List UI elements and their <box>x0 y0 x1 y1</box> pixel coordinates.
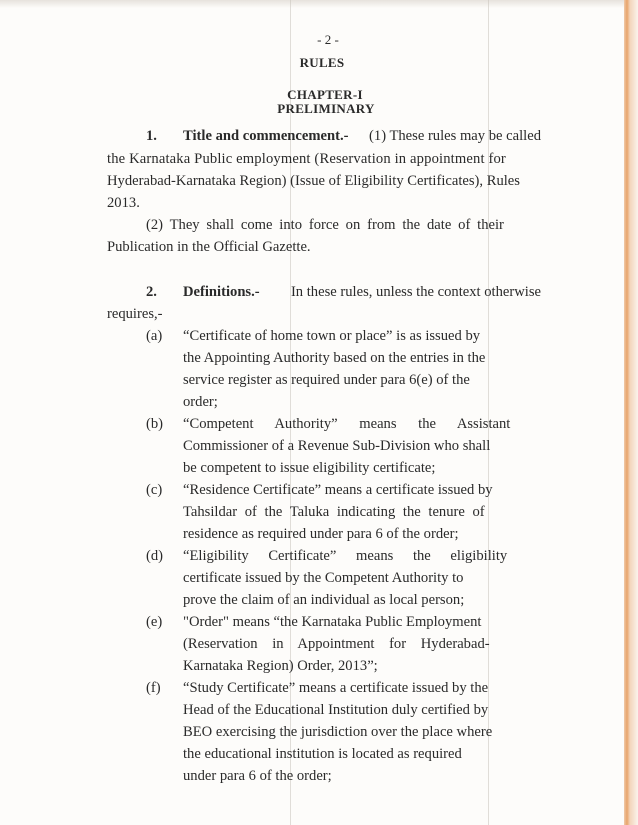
rule-1-line-4: 2013. <box>107 195 140 211</box>
definition-line: “Residence Certificate” means a certificate issued by <box>183 482 493 498</box>
rule-1-first-line <box>183 128 541 145</box>
definition-line: “Study Certificate” means a certificate issued by the <box>183 680 489 696</box>
page-number: - 2 - <box>317 32 339 47</box>
definition-line: be competent to issue eligibility certificate; <box>183 460 436 476</box>
chapter-number: CHAPTER-I <box>287 87 363 102</box>
rule-1-line-2: the Karnataka Public employment (Reservation in appointment for <box>107 151 506 167</box>
rule-2-heading: Definitions.- <box>183 284 260 300</box>
definition-label: (e) <box>146 614 163 630</box>
definition-line: the educational institution is located as required <box>183 746 462 762</box>
rule-1-heading: Title and commencement.- <box>183 128 349 144</box>
definition-line: prove the claim of an individual as local person; <box>183 592 465 608</box>
rule-2-first-line <box>183 284 541 301</box>
definition-line: Tahsildar of the Taluka indicating the tenure of <box>183 504 485 520</box>
rule-2-line-1: In these rules, unless the context otherwise <box>290 284 541 300</box>
definition-line: Head of the Educational Institution duly certified by <box>183 702 489 718</box>
definition-label: (d) <box>146 548 164 564</box>
rule-2-line-2: requires,- <box>107 306 163 322</box>
definition-line: the Appointing Authority based on the entries in the <box>183 350 486 366</box>
definition-label: (a) <box>146 328 163 344</box>
rule-1-sub2-line-2: Publication in the Official Gazette. <box>107 239 311 255</box>
rule-1-line-3: Hyderabad-Karnataka Region) (Issue of Eligibility Certificates), Rules <box>107 173 520 189</box>
rule-1-number: 1. <box>146 128 157 144</box>
definition-line: under para 6 of the order; <box>183 768 332 784</box>
definition-label: (b) <box>146 416 164 432</box>
definition-line: Commissioner of a Revenue Sub-Division who shall <box>183 438 491 454</box>
document-title: RULES <box>299 55 345 70</box>
rule-2-number: 2. <box>146 284 157 300</box>
definition-line: (Reservation in Appointment for Hyderabad- <box>183 636 490 652</box>
definition-line: BEO exercising the jurisdiction over the place where <box>183 724 493 740</box>
definition-line: Karnataka Region) Order, 2013”; <box>183 658 378 674</box>
definition-line: order; <box>183 394 218 410</box>
definition-line: "Order" means “the Karnataka Public Employment <box>183 614 482 630</box>
definition-line: residence as required under para 6 of the order; <box>183 526 459 542</box>
definition-label: (c) <box>146 482 163 498</box>
definition-line: “Certificate of home town or place” is as issued by <box>183 328 481 344</box>
chapter-title: PRELIMINARY <box>277 101 375 116</box>
page-right-edge <box>624 0 638 825</box>
page-top-fold <box>0 0 638 8</box>
definition-line: “Eligibility Certificate” means the eligibility <box>183 548 508 564</box>
rule-1-line-1: (1) These rules may be called <box>369 128 541 144</box>
definition-line: service register as required under para 6(e) of the <box>183 372 470 388</box>
definition-line: “Competent Authority” means the Assistant <box>183 416 511 432</box>
definition-label: (f) <box>146 680 161 696</box>
rule-1-sub2-line-1: (2) They shall come into force on from the date of their <box>146 217 504 233</box>
definition-line: certificate issued by the Competent Authority to <box>183 570 464 586</box>
